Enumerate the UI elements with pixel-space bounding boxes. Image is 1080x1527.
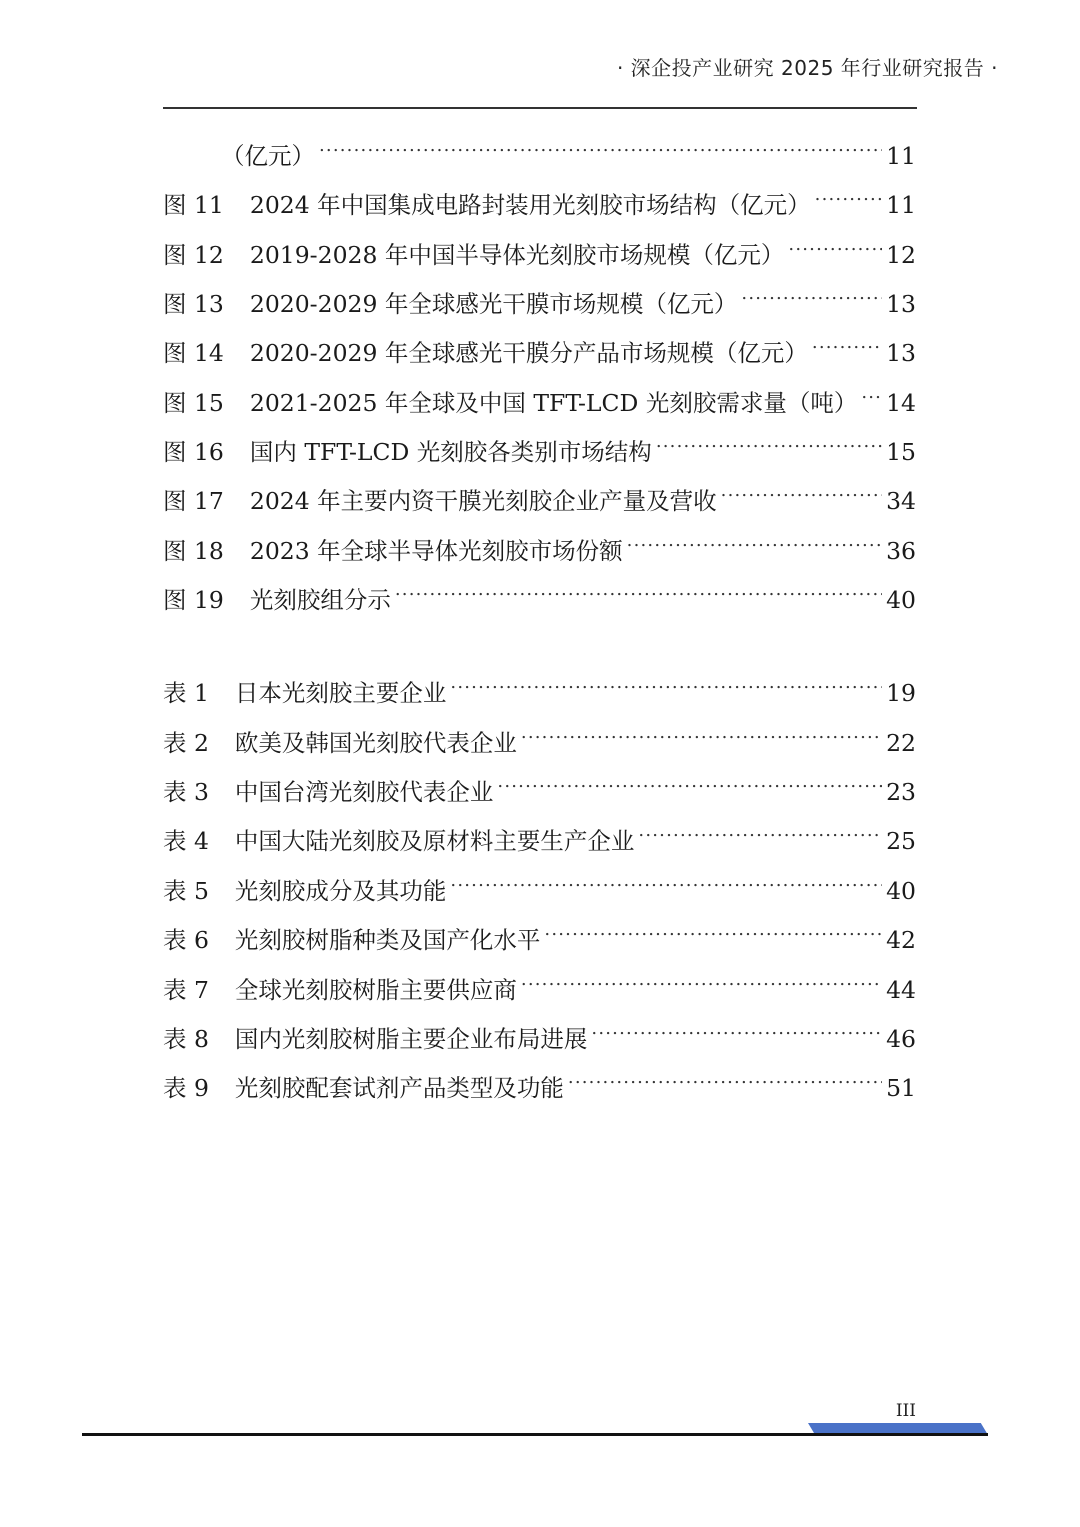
toc-entry-figure-17[interactable]: [163, 477, 916, 515]
toc-entry-page: 42: [886, 926, 916, 954]
leader-dots: [591, 1015, 882, 1047]
toc-entry-label: 图 13: [163, 290, 224, 318]
toc-entry-title: 光刻胶树脂种类及国产化水平: [234, 926, 541, 954]
toc-entry-page: 15: [886, 438, 916, 466]
toc-entry-table-5[interactable]: [163, 867, 916, 905]
toc-entry-table-4[interactable]: [163, 817, 916, 855]
toc-entry-label: 图 18: [163, 537, 224, 565]
toc-entry-title: 欧美及韩国光刻胶代表企业: [234, 729, 517, 757]
toc-entry-title: 2024 年中国集成电路封装用光刻胶市场结构（亿元）: [249, 191, 811, 219]
toc-entry-label: 表 6: [163, 926, 209, 954]
toc-entry-title: 光刻胶组分示: [249, 586, 391, 614]
toc-entry-page: 25: [886, 827, 916, 855]
toc-entry-title: 全球光刻胶树脂主要供应商: [234, 976, 517, 1004]
toc-entry-table-9[interactable]: [163, 1064, 916, 1102]
toc-entry-figure-13[interactable]: [163, 280, 916, 318]
leader-dots: [638, 817, 882, 849]
toc-entry-title: 光刻胶配套试剂产品类型及功能: [234, 1074, 564, 1102]
toc-entry-page: 11: [886, 191, 916, 219]
leader-dots: [741, 280, 882, 312]
toc-entry-label: 表 4: [163, 827, 209, 855]
toc-entry-figure-19[interactable]: [163, 576, 916, 614]
leader-dots: [544, 916, 882, 948]
toc-entry-page: 51: [886, 1074, 916, 1102]
footer-divider: [82, 1433, 988, 1436]
toc-entry-title: 2021-2025 年全球及中国 TFT-LCD 光刻胶需求量（吨）: [249, 389, 858, 417]
toc-entry-page: 19: [886, 679, 916, 707]
toc-entry-page: 14: [886, 389, 916, 417]
toc-entry-label: 图 11: [163, 191, 224, 219]
toc-entry-label: 表 1: [163, 679, 209, 707]
toc-entry-title: 光刻胶成分及其功能: [234, 877, 447, 905]
report-header-title: · 深企投产业研究 2025 年行业研究报告 ·: [616, 56, 998, 80]
leader-dots: [627, 527, 882, 559]
toc-entry-title: 2020-2029 年全球感光干膜市场规模（亿元）: [249, 290, 738, 318]
toc-entry-label: 图 17: [163, 487, 224, 515]
toc-entry-title: 2019-2028 年中国半导体光刻胶市场规模（亿元）: [249, 241, 785, 269]
toc-entry-label: 表 5: [163, 877, 209, 905]
toc-entry-title: 2023 年全球半导体光刻胶市场份额: [249, 537, 623, 565]
toc-entry-page: 13: [886, 339, 916, 367]
leader-dots: [568, 1064, 882, 1096]
toc-entry-figure-18[interactable]: [163, 527, 916, 565]
toc-entry-figure-16[interactable]: [163, 428, 916, 466]
leader-dots: [450, 669, 882, 701]
toc-entry-label: 表 8: [163, 1025, 209, 1053]
header-divider: [163, 107, 917, 109]
toc-entry-label: 表 2: [163, 729, 209, 757]
leader-dots: [521, 966, 882, 998]
toc-entry-title: 日本光刻胶主要企业: [234, 679, 447, 707]
toc-entry-page: 11: [886, 142, 916, 170]
leader-dots: [395, 576, 882, 608]
leader-dots: [861, 379, 882, 411]
leader-dots: [319, 132, 882, 164]
toc-entry-figure-12[interactable]: [163, 231, 916, 269]
toc-entry-label: 图 19: [163, 586, 224, 614]
leader-dots: [815, 181, 882, 213]
toc-entry-title: 国内光刻胶树脂主要企业布局进展: [234, 1025, 588, 1053]
toc-entry-label: 图 14: [163, 339, 224, 367]
toc-entry-table-7[interactable]: [163, 966, 916, 1004]
toc-entry-page: 22: [886, 729, 916, 757]
toc-entry-page: 44: [886, 976, 916, 1004]
toc-entry-label: 表 3: [163, 778, 209, 806]
toc-entry-page: 34: [886, 487, 916, 515]
leader-dots: [812, 329, 882, 361]
toc-entry-table-8[interactable]: [163, 1015, 916, 1053]
leader-dots: [521, 719, 882, 751]
toc-entry-continuation[interactable]: [163, 132, 916, 170]
toc-entry-figure-15[interactable]: [163, 379, 916, 417]
leader-dots: [656, 428, 882, 460]
leader-dots: [450, 867, 882, 899]
page-number: III: [895, 1401, 916, 1421]
toc-entry-label: 表 7: [163, 976, 209, 1004]
toc-entry-page: 36: [886, 537, 916, 565]
leader-dots: [497, 768, 882, 800]
toc-entry-table-6[interactable]: [163, 916, 916, 954]
toc-entry-title: 中国台湾光刻胶代表企业: [234, 778, 494, 806]
toc-entry-table-3[interactable]: [163, 768, 916, 806]
toc-entry-title: 国内 TFT-LCD 光刻胶各类别市场结构: [249, 438, 652, 466]
toc-entry-page: 13: [886, 290, 916, 318]
toc-entry-title: 中国大陆光刻胶及原材料主要生产企业: [234, 827, 635, 855]
toc-entry-table-1[interactable]: [163, 669, 916, 707]
toc-entry-label: 表 9: [163, 1074, 209, 1102]
toc-entry-figure-14[interactable]: [163, 329, 916, 367]
toc-entry-label: 图 16: [163, 438, 224, 466]
toc-entry-title: 2020-2029 年全球感光干膜分产品市场规模（亿元）: [249, 339, 808, 367]
toc-entry-page: 46: [886, 1025, 916, 1053]
toc-entry-table-2[interactable]: [163, 719, 916, 757]
leader-dots: [788, 231, 882, 263]
toc-entry-page: 40: [886, 586, 916, 614]
toc-entry-figure-11[interactable]: [163, 181, 916, 219]
toc-entry-label: 图 12: [163, 241, 224, 269]
toc-entry-label: 图 15: [163, 389, 224, 417]
toc-entry-page: 12: [886, 241, 916, 269]
toc-entry-page: 23: [886, 778, 916, 806]
toc-entry-title: （亿元）: [221, 142, 315, 170]
toc-entry-page: 40: [886, 877, 916, 905]
toc-entry-title: 2024 年主要内资干膜光刻胶企业产量及营收: [249, 487, 717, 515]
leader-dots: [721, 477, 882, 509]
